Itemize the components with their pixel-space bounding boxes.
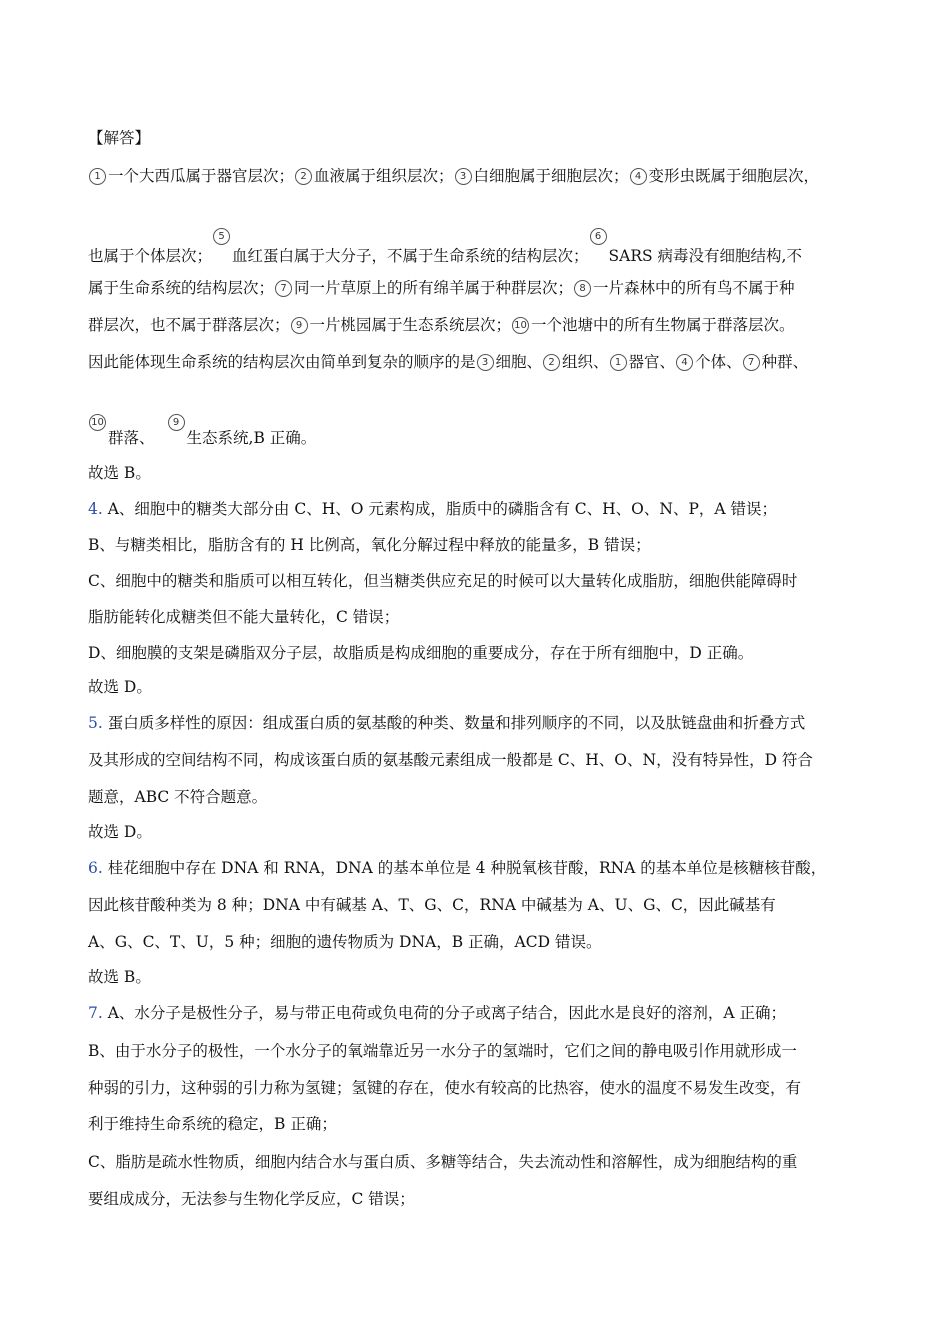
answer-line-1 xyxy=(88,165,819,187)
text: A、水分子是极性分子，易与带正电荷或负电荷的分子或离子结合，因此水是良好的溶剂，A 正确； xyxy=(107,1004,787,1022)
text: 一个池塘中的所有生物属于群落层次。 xyxy=(531,316,795,334)
text: SARS 病毒没有细胞结构,不 xyxy=(608,247,802,265)
text: 一片桃园属于生态系统层次； xyxy=(309,316,512,334)
text: 因此能体现生命系统的结构层次由简单到复杂的顺序的是 xyxy=(88,353,476,371)
q5-conclusion: 故选 D。 xyxy=(88,823,152,841)
question-number: 5. xyxy=(88,714,103,732)
answer-line-6 xyxy=(88,414,316,449)
answer-conclusion: 故选 B。 xyxy=(88,464,151,482)
text: 白细胞属于细胞层次； xyxy=(473,167,629,185)
q7-line-b2: 种弱的引力，这种弱的引力称为氢键；氢键的存在，使水有较高的比热容，使水的温度不易发生改变，有 xyxy=(88,1079,802,1097)
circled-number-6: 6 xyxy=(590,228,607,245)
text: 种群、 xyxy=(761,353,809,371)
q6-conclusion: 故选 B。 xyxy=(88,968,151,986)
circled-number-1: 1 xyxy=(610,354,627,371)
circled-number-10: 10 xyxy=(89,414,106,431)
circled-number-3: 3 xyxy=(477,354,494,371)
circled-number-2: 2 xyxy=(543,354,560,371)
q4-line-a xyxy=(88,498,777,520)
question-number: 6. xyxy=(88,859,103,877)
circled-number-3: 3 xyxy=(455,168,472,185)
q5-line-2: 及其形成的空间结构不同，构成该蛋白质的氨基酸元素组成一般都是 C、H、O、N，没有特异性，D 符合 xyxy=(88,751,813,769)
q7-line-b1: B、由于水分子的极性，一个水分子的氧端靠近另一水分子的氢端时，它们之间的静电吸引作用就形成一 xyxy=(88,1042,797,1060)
text: 桂花细胞中存在 DNA 和 RNA，DNA 的基本单位是 4 种脱氧核苷酸，RNA 的基本单位是核糖核苷酸， xyxy=(107,859,827,877)
text: 血红蛋白属于大分子，不属于生命系统的结构层次； xyxy=(232,247,589,265)
q5-line-1 xyxy=(88,712,805,734)
text: 一个大西瓜属于器官层次； xyxy=(108,167,295,185)
answer-line-3 xyxy=(88,277,795,299)
text: 血液属于组织层次； xyxy=(314,167,454,185)
text: 也属于个体层次； xyxy=(88,247,213,265)
q4-line-b: B、与糖类相比，脂肪含有的 H 比例高，氧化分解过程中释放的能量多，B 错误； xyxy=(88,536,651,554)
circled-number-9: 9 xyxy=(168,414,185,431)
text: 同一片草原上的所有绵羊属于种群层次； xyxy=(294,279,574,297)
q7-line-a xyxy=(88,1002,786,1024)
text: 群层次，也不属于群落层次； xyxy=(88,316,290,334)
text: 组织、 xyxy=(562,353,609,371)
circled-number-5: 5 xyxy=(213,228,230,245)
text: 属于生命系统的结构层次； xyxy=(88,279,275,297)
text: 群落、 xyxy=(108,429,155,447)
circled-number-10: 10 xyxy=(512,317,529,334)
circled-number-8: 8 xyxy=(574,280,591,297)
answer-line-2 xyxy=(88,228,802,267)
text: 生态系统,B 正确。 xyxy=(186,429,317,447)
q7-line-c1: C、脂肪是疏水性物质，细胞内结合水与蛋白质、多糖等结合，失去流动性和溶解性，成为细胞结构的重 xyxy=(88,1153,798,1171)
circled-number-4: 4 xyxy=(676,354,693,371)
circled-number-2: 2 xyxy=(295,168,312,185)
q6-line-2: 因此核苷酸种类为 8 种；DNA 中有碱基 A、T、G、C，RNA 中碱基为 A、U、G、C，因此碱基有 xyxy=(88,896,776,914)
q6-line-3: A、G、C、T、U，5 种；细胞的遗传物质为 DNA，B 正确，ACD 错误。 xyxy=(88,933,602,951)
text: 个体、 xyxy=(695,353,742,371)
circled-number-7: 7 xyxy=(743,354,760,371)
answer-heading: 【解答】 xyxy=(88,129,151,147)
answer-line-4 xyxy=(88,314,795,336)
text: 变形虫既属于细胞层次， xyxy=(648,167,820,185)
q7-line-b3: 利于维持生命系统的稳定，B 正确； xyxy=(88,1115,337,1133)
q4-line-c2: 脂肪能转化成糖类但不能大量转化，C 错误； xyxy=(88,608,400,626)
circled-number-9: 9 xyxy=(291,317,308,334)
q4-line-d: D、细胞膜的支架是磷脂双分子层，故脂质是构成细胞的重要成分，存在于所有细胞中，D 正确。 xyxy=(88,644,754,662)
q7-line-c2: 要组成成分，无法参与生物化学反应，C 错误； xyxy=(88,1190,415,1208)
answer-line-5 xyxy=(88,351,808,373)
question-number: 7. xyxy=(88,1004,103,1022)
circled-number-7: 7 xyxy=(275,280,292,297)
circled-number-1: 1 xyxy=(89,168,106,185)
text: 器官、 xyxy=(628,353,676,371)
q5-line-3: 题意，ABC 不符合题意。 xyxy=(88,788,268,806)
circled-number-4: 4 xyxy=(630,168,647,185)
text: 一片森林中的所有鸟不属于种 xyxy=(593,279,795,297)
q4-conclusion: 故选 D。 xyxy=(88,678,152,696)
q4-line-c1: C、细胞中的糖类和脂质可以相互转化，但当糖类供应充足的时候可以大量转化成脂肪，细胞供能障碍时 xyxy=(88,572,798,590)
text: A、细胞中的糖类大部分由 C、H、O 元素构成，脂质中的磷脂含有 C、H、O、N、P，A 错误； xyxy=(107,500,777,518)
q6-line-1 xyxy=(88,857,826,879)
question-number: 4. xyxy=(88,500,103,518)
text: 细胞、 xyxy=(495,353,543,371)
text: 蛋白质多样性的原因：组成蛋白质的氨基酸的种类、数量和排列顺序的不同，以及肽链盘曲和折叠方式 xyxy=(107,714,806,732)
